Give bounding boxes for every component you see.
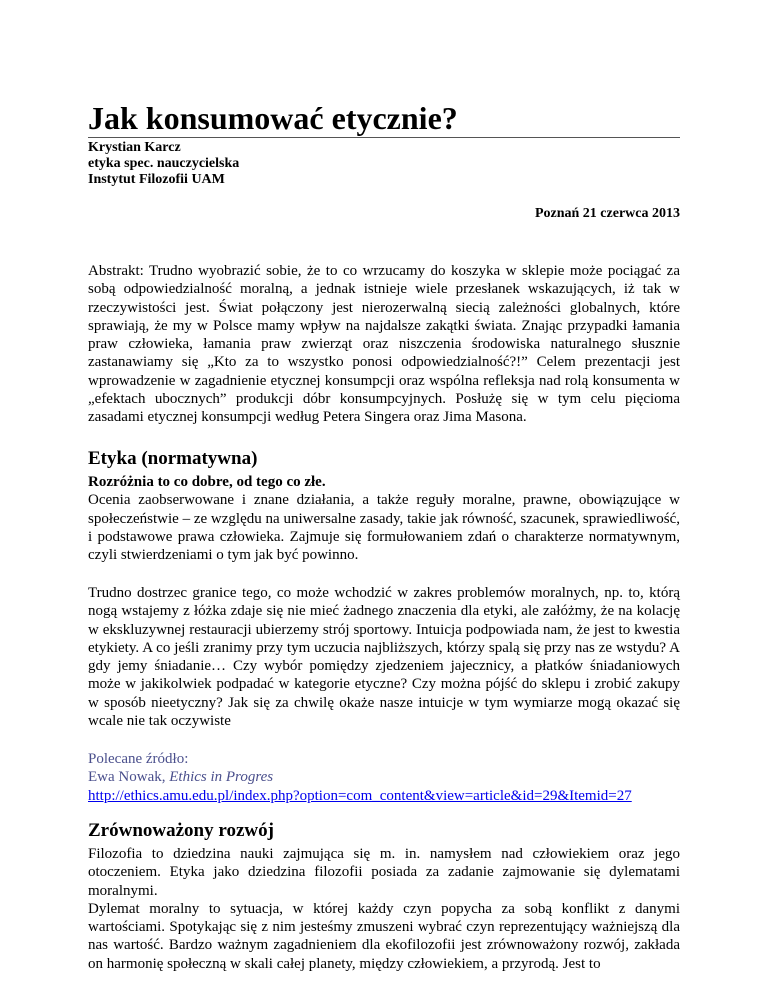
section-sustainable-paragraph-2: Dylemat moralny to sytuacja, w której każdy czyn popycha za sobą konflikt z danymi wartościami. Spotykając się z nim jesteśmy zmuszeni wybrać czyn reprezentujący ważniejszą dla nas wartość. Bardzo ważnym zagadnieniem dla ekofilozofii jest zrównoważony rozwój, zakłada on harmonię społeczną w skali całej planety, między człowiekiem, a przyrodą. Jest to: [88, 900, 680, 972]
section-sustainable-paragraph-1: Filozofia to dziedzina nauki zajmująca się m. in. namysłem nad człowiekiem oraz jego otoczeniem. Etyka jako dziedzina filozofii posiada za zadanie zajmowanie się dylematami moralnymi.: [88, 846, 680, 899]
source-link[interactable]: http://ethics.amu.edu.pl/index.php?option=com_content&view=article&id=29&Itemid=27: [88, 787, 632, 804]
section-heading-sustainable: Zrównoważony rozwój: [88, 820, 274, 841]
section-sustainable-body: [88, 845, 680, 973]
section-ethics-paragraph-2: Trudno dostrzec granice tego, co może wchodzić w zakres problemów moralnych, np. to, którą nogą wstajemy z łóżka zdaje się nie mieć żadnego znaczenia dla etyki, ale załóżmy, że na kolację w ekskluzywnej restauracji ubierzemy strój sportowy. Intuicja podpowiada nam, że jest to kwestia etykiety. A co jeśli zranimy przy tym uczucia najbliższych, którzy spalą się przy nas ze wstydu? A gdy jemy śniadanie… Czy wybór pomiędzy zjedzeniem jajecznicy, a płatków śniadaniowych może w jakikolwiek podpadać w kategorie etyczne? Czy można pójść do sklepu i zrobić zakupy w sposób nieetyczny? Jak się za chwilę okaże nasze intuicje w tym wymiarze mogą okazać się wcale nie tak oczywiste: [88, 585, 680, 730]
recommended-source: [88, 750, 680, 805]
section-ethics-lead: Rozróżnia to co dobre, od tego co złe.: [88, 474, 326, 490]
section-heading-ethics: Etyka (normatywna): [88, 448, 258, 469]
document-date: Poznań 21 czerwca 2013: [534, 206, 680, 221]
author-block: [88, 140, 239, 188]
author-program: etyka spec. nauczycielska: [88, 156, 240, 171]
source-citation: [88, 768, 680, 786]
source-title: Ethics in Progres: [169, 769, 274, 786]
abstract-paragraph: Abstrakt: Trudno wyobrazić sobie, że to co wrzucamy do koszyka w sklepie może pociągać za sobą odpowiedzialność moralną, a jednak istnieje wiele przesłanek wskazujących, iż tak w rzeczywistości jest. Świat połączony jest nierozerwalną siecią zależności globalnych, które sprawiają, że my w Polsce mamy wpływ na najdalsze zakątki świata. Znając przypadki łamania praw człowieka, łamania praw zwierząt oraz niszczenia środowiska naturalnego słusznie zastanawiamy się „Kto za to wszystko ponosi odpowiedzialność?!” Celem prezentacji jest wprowadzenie w zagadnienie etycznej konsumpcji oraz wspólna refleksja nad rolą konsumenta w „efektach ubocznych” produkcji dóbr konsumpcyjnych. Posłużę się w tym celu pięcioma zasadami etycznej konsumpcji według Petera Singera oraz Jima Masona.: [88, 263, 680, 426]
section-ethics-body: [88, 473, 680, 564]
source-author: Ewa Nowak,: [88, 769, 170, 786]
document-title: Jak konsumować etycznie?: [88, 100, 680, 138]
source-label: Polecane źródło:: [88, 751, 189, 767]
author-institute: Instytut Filozofii UAM: [88, 172, 225, 187]
author-name: Krystian Karcz: [88, 140, 181, 155]
section-ethics-paragraph-1: Ocenia zaobserwowane i znane działania, a także reguły moralne, prawne, obowiązujące w społeczeństwie – ze względu na uniwersalne zasady, takie jak równość, szacunek, sprawiedliwość, i podstawowe prawa człowieka. Zajmuje się formułowaniem zdań o charakterze normatywnym, czyli stwierdzeniami o tym jak być powinno.: [88, 492, 680, 564]
